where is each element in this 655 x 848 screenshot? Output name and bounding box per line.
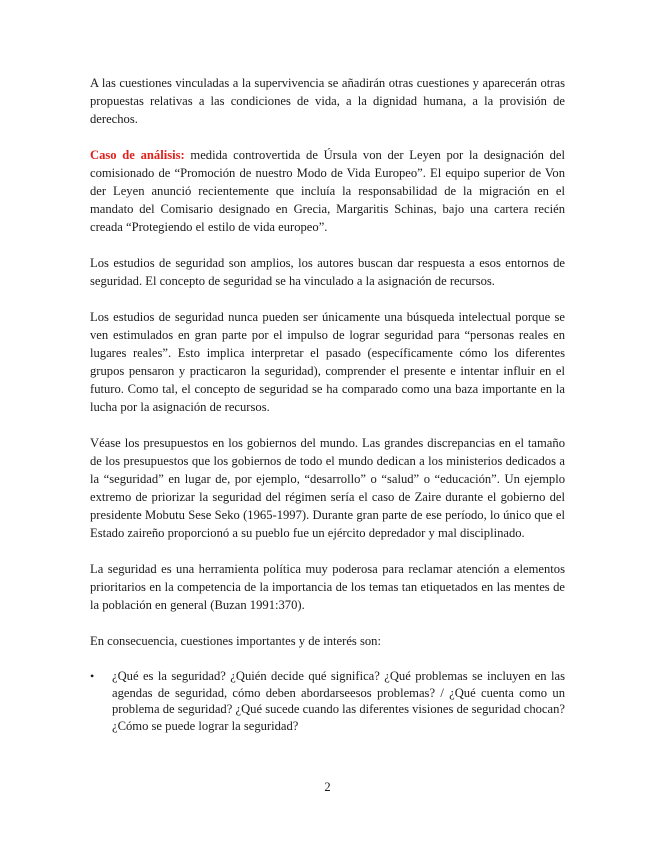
paragraph-budgets: Véase los presupuestos en los gobiernos del mundo. Las grandes discrepancias en el tamaño de los presupuestos que los gobiernos de todo el mundo dedican a los ministerios dedicados a la “seguridad” en lugar de, por ejemplo, “desarrollo” o “salud” o “educación”. Un ejemplo extremo de priorizar la seguridad del régimen sería el caso de Zaire durante el gobierno del presidente Mobutu Sese Seko (1965-1997). Durante gran parte de ese período, lo único que el Estado zaireño proporcionó a su pueblo fue un ejército depredador y mal disciplinado. bbox=[90, 436, 565, 540]
list-item bbox=[90, 668, 565, 734]
page-body bbox=[90, 74, 565, 734]
paragraph-case-study bbox=[90, 146, 565, 236]
list-item-text: ¿Qué es la seguridad? ¿Quién decide qué significa? ¿Qué problemas se incluyen en las agendas de seguridad, cómo deben abordarseesos problemas? / ¿Qué cuenta como un problema de seguridad? ¿Qué sucede cuando las diferentes visiones de seguridad chocan? ¿Cómo se puede lograr la seguridad? bbox=[112, 669, 565, 733]
paragraph-intellectual-pursuit: Los estudios de seguridad nunca pueden ser únicamente una búsqueda intelectual porque se ven estimulados en gran parte por el impulso de lograr seguridad para “personas reales en lugares reales”. Esto implica interpretar el pasado (específicamente cómo los diferentes grupos pensaron y practicaron la seguridad), comprender el presente e intentar influir en el futuro. Como tal, el concepto de seguridad se ha comparado como una baza importante en la lucha por la asignación de recursos. bbox=[90, 310, 565, 414]
case-study-text: medida controvertida de Úrsula von der Leyen por la designación del comisionado de “Promoción de nuestro Modo de Vida Europeo”. El equipo superior de Von der Leyen anunció recientemente que incluía la responsabilidad de la migración en el mandato del Comisario designado en Grecia, Margaritis Schinas, bajo una cartera recién creada “Protegiendo el estilo de vida europeo”. bbox=[90, 148, 566, 234]
paragraph-political-tool: La seguridad es una herramienta política muy poderosa para reclamar atención a elementos prioritarios en la competencia de la importancia de los temas tan etiquetados en las mentes de la población en general (Buzan 1991:370). bbox=[90, 562, 565, 612]
bullet-icon: • bbox=[90, 669, 95, 683]
paragraph-survival: A las cuestiones vinculadas a la supervivencia se añadirán otras cuestiones y aparecerán otras propuestas relativas a las condiciones de vida, a la dignidad humana, a la provisión de derechos. bbox=[90, 76, 565, 126]
case-study-label: Caso de análisis: bbox=[90, 148, 185, 162]
paragraph-questions-intro: En consecuencia, cuestiones importantes y de interés son: bbox=[90, 634, 381, 648]
paragraph-security-studies: Los estudios de seguridad son amplios, los autores buscan dar respuesta a esos entornos de seguridad. El concepto de seguridad se ha vinculado a la asignación de recursos. bbox=[90, 256, 565, 288]
page-number: 2 bbox=[324, 780, 331, 794]
questions-list bbox=[90, 668, 565, 734]
